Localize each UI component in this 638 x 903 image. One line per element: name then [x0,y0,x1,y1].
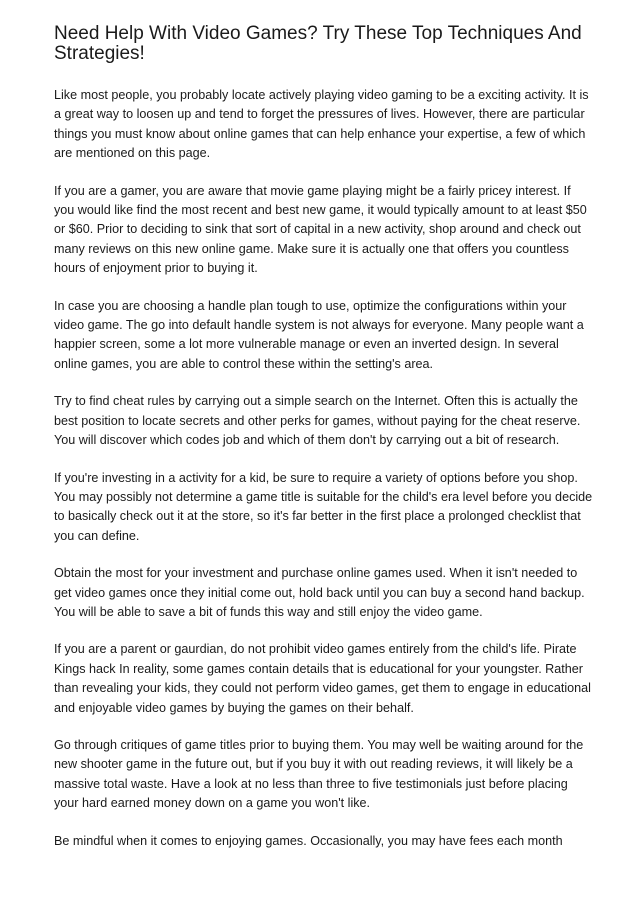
paragraph-5: If you're investing in a activity for a kid, be sure to require a variety of options before you shop. You may possibly not determine a game title is suitable for the child's era level before you decide to basically check out it at the store, so it's far better in the first place a prolonged checklist that you can define. [54,470,593,543]
paragraph-9: Be mindful when it comes to enjoying games. Occasionally, you may have fees each month [54,833,563,848]
page-title: Need Help With Video Games? Try These Top Techniques And Strategies! [54,23,582,64]
paragraph-7: If you are a parent or gaurdian, do not prohibit video games entirely from the child's life. Pirate Kings hack In reality, some games contain details that is educational for your youngster. Rather than revealing your kids, they could not perform video games, get them to engage in educational and enjoyable video games by buying the games on their behalf. [54,642,591,715]
paragraph-2: If you are a gamer, you are aware that movie game playing might be a fairly pricey interest. If you would like find the most recent and best new game, it would typically amount to at least $50 or $60. Prior to deciding to sink that sort of capital in a new activity, shop around and check out many reviews on this new online game. Make sure it is actually one that offers you countless hours of enjoyment prior to buying it. [54,183,587,276]
paragraph-6: Obtain the most for your investment and purchase online games used. When it isn't needed to get video games once they initial come out, hold back until you can buy a second hand backup. You will be able to save a bit of funds this way and still enjoy the video game. [54,566,585,619]
paragraph-4: Try to find cheat rules by carrying out a simple search on the Internet. Often this is actually the best position to locate secrets and other perks for games, without paying for the cheat reserve. You will discover which codes job and which of them don't by carrying out a bit of research. [54,394,581,448]
document-page [54,24,594,869]
paragraph-3: In case you are choosing a handle plan tough to use, optimize the configurations within your video game. The go into default handle system is not always for everyone. Many people want a happier screen, some a lot more vulnerable manage or even an inverted design. In several online games, you are able to control these within the setting's area. [54,298,584,371]
paragraph-8: Go through critiques of game titles prior to buying them. You may well be waiting around for the new shooter game in the future out, but if you buy it with out reading reviews, it will likely be a massive total waste. Have a look at no less than three to five testimonials just before placing your hard earned money down on a game you won't like. [54,737,584,811]
paragraph-1: Like most people, you probably locate actively playing video gaming to be a exciting activity. It is a great way to loosen up and tend to forget the pressures of lives. However, there are particular things you must know about online games that can help enhance your expertise, a few of which are mentioned on this page. [54,88,589,161]
